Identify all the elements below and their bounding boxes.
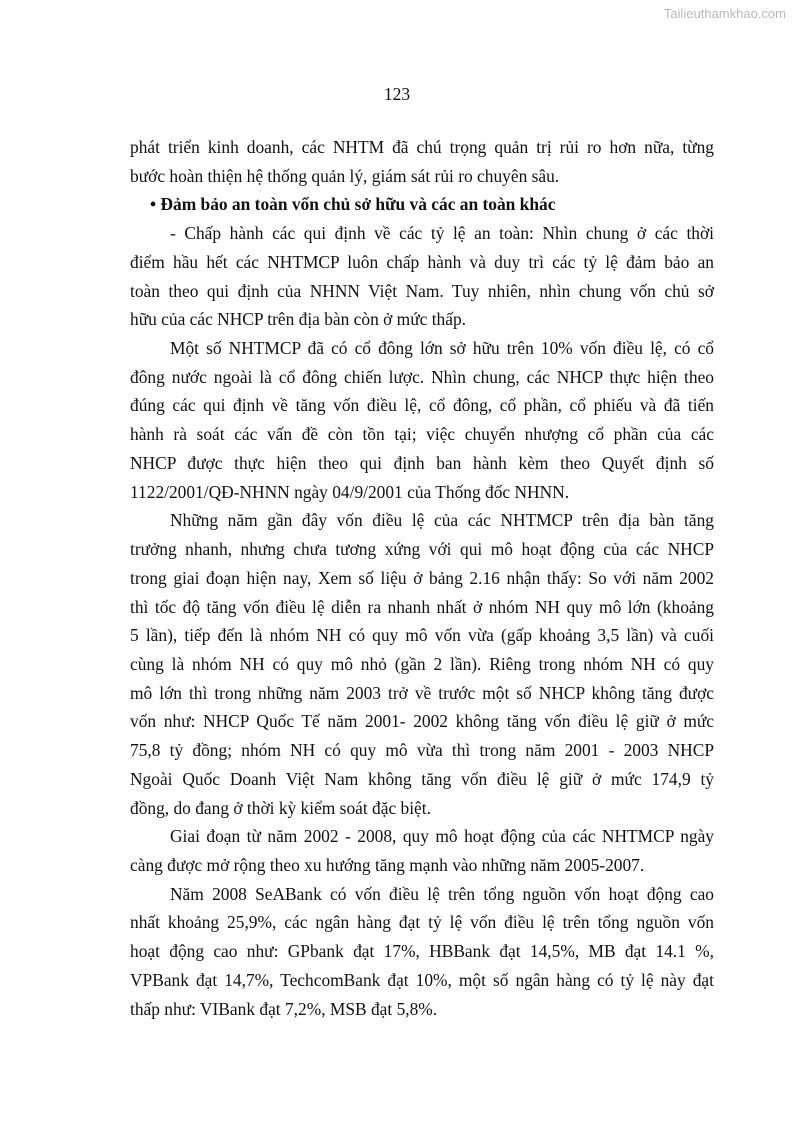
text-line: trưởng nhanh, nhưng chưa tương xứng với qui mô hoạt động của các NHCP [130,539,714,560]
text-line: đúng các qui định về tăng vốn điều lệ, cổ đông, cổ phần, cổ phiếu và đã tiến [130,395,714,416]
text-line: VPBank đạt 14,7%, TechcomBank đạt 10%, một số ngân hàng có tỷ lệ này đạt [130,969,714,990]
text-line: nhất khoảng 25,9%, các ngân hàng đạt tỷ lệ vốn điều lệ trên tổng nguồn vốn [130,912,714,933]
text-line: càng được mở rộng theo xu hướng tăng mạnh vào những năm 2005-2007. [130,854,645,875]
text-line: hữu của các NHCP trên địa bàn còn ở mức thấp. [130,309,466,330]
section-heading [130,190,714,219]
watermark: Tailieuthamkhao.com [663,6,786,21]
text-line: hành rà soát các vấn đề còn tồn tại; việc chuyển nhượng cổ phần của các [130,424,714,445]
text-line: Năm 2008 SeABank có vốn điều lệ trên tổng nguồn vốn hoạt động cao [170,883,714,904]
paragraph [130,880,714,1024]
text-line: mô lớn thì trong những năm 2003 trở về trước một số NHCP không tăng được [130,682,714,703]
text-line: điểm hầu hết các NHTMCP luôn chấp hành và duy trì các tỷ lệ đảm bảo an [130,251,714,272]
paragraph [130,219,714,334]
paragraph [130,822,714,879]
text-line: Ngoài Quốc Doanh Việt Nam không tăng vốn điều lệ giữ ở mức 174,9 tỷ [130,768,714,789]
text-line: phát triển kinh doanh, các NHTM đã chú trọng quản trị rủi ro hơn nữa, từng [130,137,714,157]
paragraph [130,506,714,822]
text-line: trong giai đoạn hiện nay, Xem số liệu ở bảng 2.16 nhận thấy: So với năm 2002 [130,567,714,588]
text-line: đồng, do đang ở thời kỳ kiểm soát đặc biệt. [130,797,431,818]
text-line: toàn theo qui định của NHNN Việt Nam. Tuy nhiên, nhìn chung vốn chủ sở [130,280,714,301]
paragraph [130,133,714,190]
text-line: vốn như: NHCP Quốc Tế năm 2001- 2002 không tăng vốn điều lệ giữ ở mức [130,711,714,732]
text-line: Những năm gần đây vốn điều lệ của các NHTMCP trên địa bàn tăng [170,510,714,531]
text-line: thì tốc độ tăng vốn điều lệ diễn ra nhanh nhất ở nhóm NH quy mô lớn (khoảng [130,596,714,617]
paragraph [130,334,714,506]
document-body [130,133,714,1023]
text-line: hoạt động cao như: GPbank đạt 17%, HBBank đạt 14,5%, MB đạt 14.1 %, [130,941,714,962]
text-line: • Đảm bảo an toàn vốn chủ sở hữu và các an toàn khác [150,194,556,215]
text-line: Giai đoạn từ năm 2002 - 2008, quy mô hoạt động của các NHTMCP ngày [170,826,714,847]
text-line: đông nước ngoài là cổ đông chiến lược. Nhìn chung, các NHCP thực hiện theo [130,366,714,387]
text-line: bước hoàn thiện hệ thống quản lý, giám sát rủi ro chuyên sâu. [130,165,560,186]
text-line: thấp như: VIBank đạt 7,2%, MSB đạt 5,8%. [130,998,438,1019]
text-line: Một số NHTMCP đã có cổ đông lớn sở hữu trên 10% vốn điều lệ, có cổ [170,338,714,359]
text-line: 75,8 tỷ đồng; nhóm NH có quy mô vừa thì trong năm 2001 - 2003 NHCP [130,740,714,761]
text-line: NHCP được thực hiện theo qui định ban hành kèm theo Quyết định số [130,452,714,473]
text-line: - Chấp hành các qui định về các tỷ lệ an toàn: Nhìn chung ở các thời [170,223,714,244]
page-number: 123 [383,84,411,104]
text-line: 5 lần), tiếp đến là nhóm NH có quy mô vốn vừa (gấp khoảng 3,5 lần) và cuối [130,625,714,646]
text-line: cùng là nhóm NH có quy mô nhỏ (gần 2 lần). Riêng trong nhóm NH có quy [130,653,714,674]
text-line: 1122/2001/QĐ-NHNN ngày 04/9/2001 của Thống đốc NHNN. [130,481,570,502]
